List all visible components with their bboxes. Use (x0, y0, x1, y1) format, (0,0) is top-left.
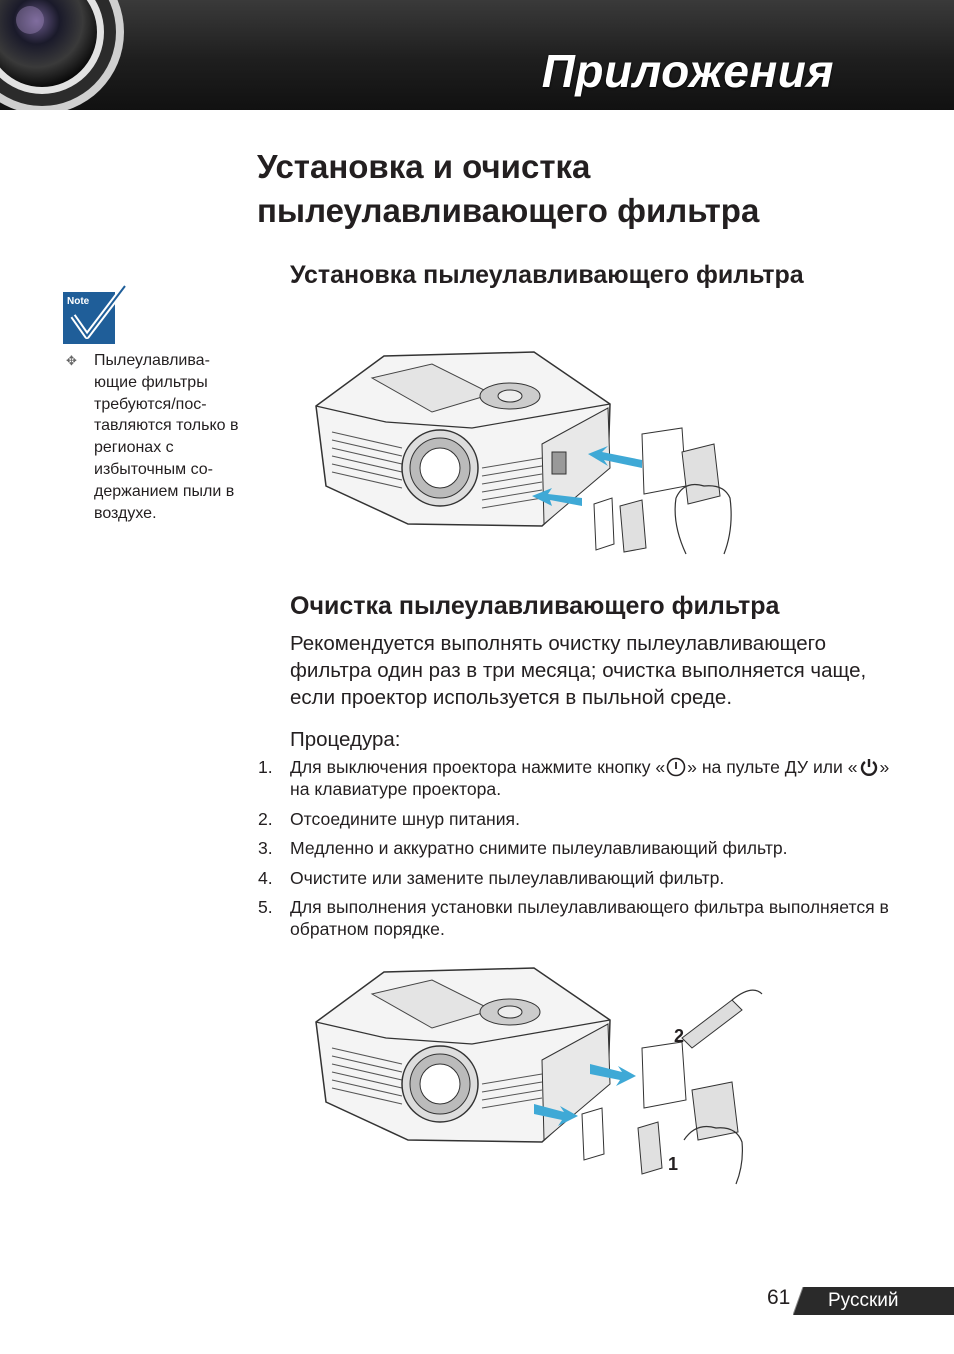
step-text: Медленно и аккуратно снимите пылеулавливающий фильтр. (290, 838, 788, 858)
step-text: Очистите или замените пылеулавливающий фильтр. (290, 867, 725, 888)
note-icon (63, 284, 129, 346)
step-number: 2. (258, 808, 273, 829)
note-bullet-icon: ✥ (66, 353, 77, 368)
list-item (256, 867, 906, 889)
step-text: » на пульте ДУ или « (687, 757, 858, 777)
step-number: 3. (258, 838, 273, 858)
procedure-steps (256, 756, 906, 948)
note-body: Пылеулавлива-ющие фильтры требуются/пос-тавляются только в регионах с избыточным со-держанием пыли в воздухе. (94, 352, 239, 522)
procedure-label: Процедура: (290, 728, 401, 751)
callout-1: 1 (668, 1154, 679, 1174)
remote-power-icon (666, 757, 686, 777)
page-title: Установка и очистка пылеулавливающего фильтра (257, 148, 760, 229)
step-text: Для выключения проектора нажмите кнопку « (290, 757, 666, 777)
list-item (256, 837, 906, 859)
keypad-power-icon (859, 757, 879, 777)
list-item (256, 896, 906, 940)
page-header (0, 0, 954, 110)
section-clean-title: Очистка пылеулавливающего фильтра (290, 592, 780, 620)
step-text: Отсоедините шнур питания. (290, 808, 520, 829)
filter-install-illustration (312, 348, 752, 560)
footer-language: Русский (828, 1290, 899, 1311)
step-text: » на клавиатуре проектора. (290, 757, 890, 799)
list-item (256, 756, 906, 800)
list-item (256, 808, 906, 830)
step-number: 4. (258, 867, 273, 888)
note-label: Note (67, 296, 90, 307)
note-text (66, 350, 251, 524)
step-number: 1. (258, 757, 273, 777)
page-number: 61 (767, 1286, 791, 1309)
lens-icon (0, 0, 130, 110)
step-text: Для выполнения установки пылеулавливающего фильтра выполняется в обратном порядке. (290, 897, 889, 939)
clean-intro: Рекомендуется выполнять очистку пылеулавливающего фильтра один раз в три месяца; очистка выполняется чаще, если проектор используется в пыльной среде. (290, 632, 867, 709)
header-title: Приложения (541, 45, 834, 97)
section-install-title: Установка пылеулавливающего фильтра (290, 261, 804, 289)
callout-2: 2 (674, 1026, 685, 1046)
filter-clean-illustration (312, 964, 772, 1186)
step-number: 5. (258, 897, 273, 917)
